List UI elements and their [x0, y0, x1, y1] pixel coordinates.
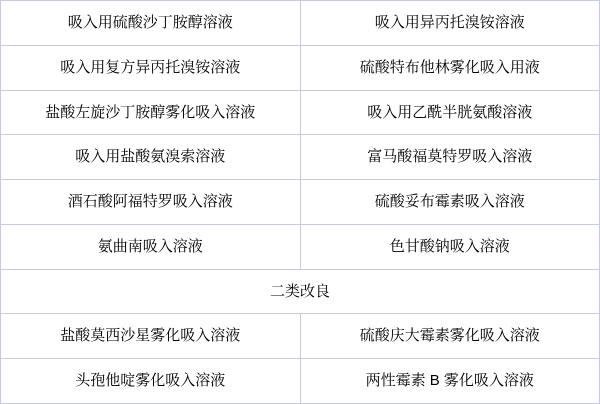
- table-cell: 盐酸莫西沙星雾化吸入溶液: [1, 314, 301, 359]
- table-row: [1, 135, 600, 180]
- table-cell: 硫酸妥布霉素吸入溶液: [300, 180, 600, 225]
- table-cell: 吸入用乙酰半胱氨酸溶液: [300, 90, 600, 135]
- table-row: [1, 224, 600, 269]
- table-cell: 富马酸福莫特罗吸入溶液: [300, 135, 600, 180]
- table-row: [1, 314, 600, 359]
- table-body: [1, 1, 600, 404]
- table-row: [1, 90, 600, 135]
- table-row: [1, 359, 600, 404]
- table-row: [1, 180, 600, 225]
- table-cell: 吸入用复方异丙托溴铵溶液: [1, 45, 301, 90]
- table-cell: 吸入用盐酸氨溴索溶液: [1, 135, 301, 180]
- table-cell: 吸入用异丙托溴铵溶液: [300, 1, 600, 46]
- table-cell: 吸入用硫酸沙丁胺醇溶液: [1, 1, 301, 46]
- table-cell: 两性霉素 B 雾化吸入溶液: [300, 359, 600, 404]
- table-cell: 硫酸庆大霉素雾化吸入溶液: [300, 314, 600, 359]
- table-cell: 硫酸特布他林雾化吸入用液: [300, 45, 600, 90]
- table-cell: 色甘酸钠吸入溶液: [300, 224, 600, 269]
- table-cell: 盐酸左旋沙丁胺醇雾化吸入溶液: [1, 90, 301, 135]
- table-cell: 头孢他啶雾化吸入溶液: [1, 359, 301, 404]
- table-section-row: [1, 269, 600, 314]
- section-header-cell: 二类改良: [1, 269, 600, 314]
- table-row: [1, 45, 600, 90]
- table-cell: 氨曲南吸入溶液: [1, 224, 301, 269]
- table-cell: 酒石酸阿福特罗吸入溶液: [1, 180, 301, 225]
- table-row: [1, 1, 600, 46]
